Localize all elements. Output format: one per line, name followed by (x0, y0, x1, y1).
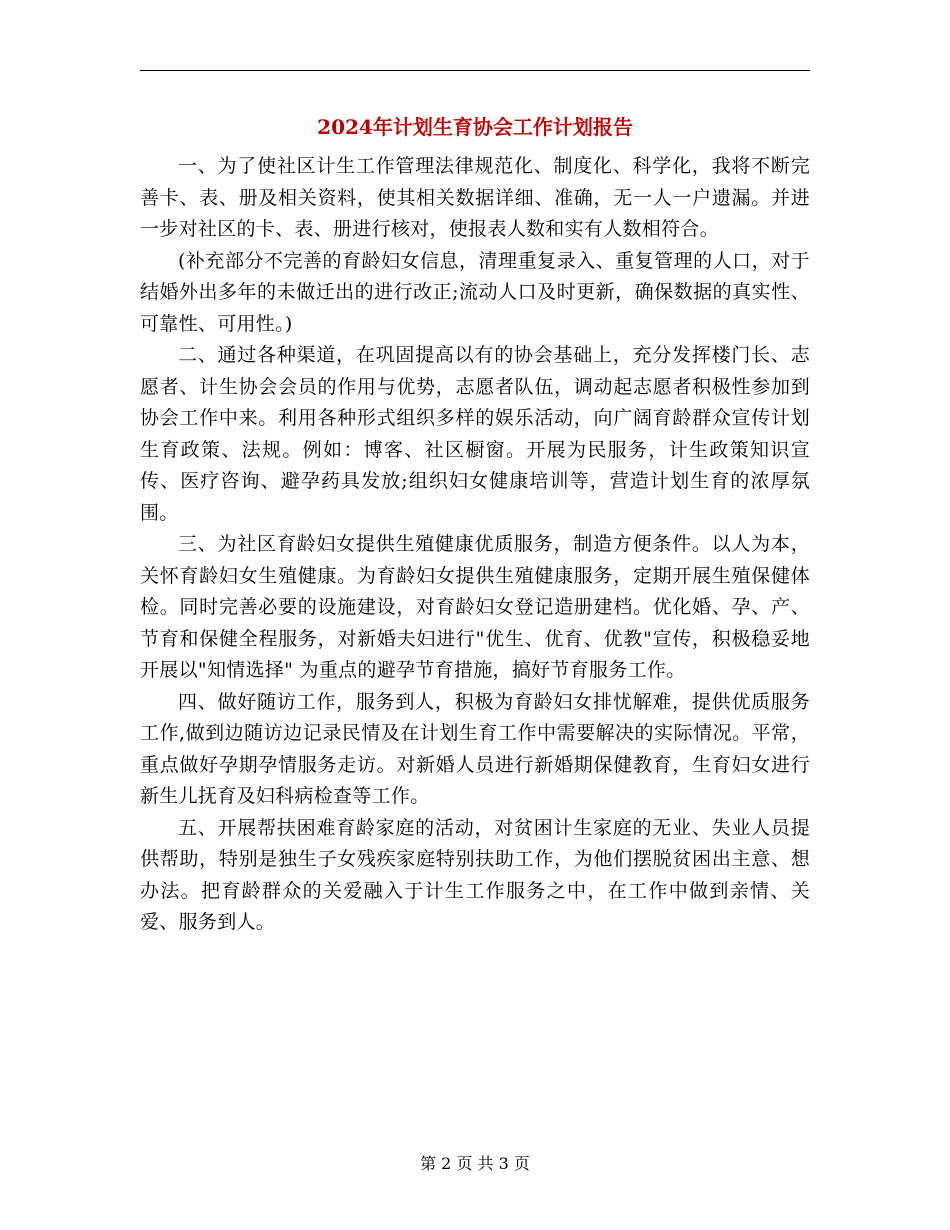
paragraph-5: 四、做好随访工作，服务到人，积极为育龄妇女排忧解难，提供优质服务工作,做到边随访边记录民情及在计划生育工作中需要解决的实际情况。平常，重点做好孕期孕情服务走访。对新婚人员进行新婚期保健教育，生育妇女进行新生儿抚育及妇科病检查等工作。 (140, 690, 810, 807)
paragraph-2: (补充部分不完善的育龄妇女信息，清理重复录入、重复管理的人口，对于结婚外出多年的未做迁出的进行改正;流动人口及时更新，确保数据的真实性、可靠性、可用性。) (140, 249, 810, 335)
document-body (140, 151, 810, 939)
paragraph-3: 二、通过各种渠道，在巩固提高以有的协会基础上，充分发挥楼门长、志愿者、计生协会会员的作用与优势，志愿者队伍，调动起志愿者积极性参加到协会工作中来。利用各种形式组织多样的娱乐活动，向广阔育龄群众宣传计划生育政策、法规。例如：博客、社区橱窗。开展为民服务，计生政策知识宣传、医疗咨询、避孕药具发放;组织妇女健康培训等，营造计划生育的浓厚氛围。 (140, 344, 810, 524)
document-title: 2024年计划生育协会工作计划报告 (317, 115, 633, 139)
paragraph-4: 三、为社区育龄妇女提供生殖健康优质服务，制造方便条件。以人为本，关怀育龄妇女生殖健康。为育龄妇女提供生殖健康服务，定期开展生殖保健体检。同时完善必要的设施建设，对育龄妇女登记造册建档。优化婚、孕、产、节育和保健全程服务，对新婚夫妇进行"优生、优育、优教"宣传，积极稳妥地开展以"知情选择" 为重点的避孕节育措施，搞好节育服务工作。 (140, 533, 810, 681)
page-number: 第 2 页 共 3 页 (420, 1154, 530, 1173)
header-rule (140, 70, 810, 71)
paragraph-1: 一、为了使社区计生工作管理法律规范化、制度化、科学化，我将不断完善卡、表、册及相关资料，使其相关数据详细、准确，无一人一户遗漏。并进一步对社区的卡、表、册进行核对，使报表人数和实有人数相符合。 (140, 155, 810, 240)
paragraph-6: 五、开展帮扶困难育龄家庭的活动，对贫困计生家庭的无业、失业人员提供帮助，特别是独生子女残疾家庭特别扶助工作，为他们摆脱贫困出主意、想办法。把育龄群众的关爱融入于计生工作服务之中，在工作中做到亲情、关爱、服务到人。 (140, 816, 810, 933)
